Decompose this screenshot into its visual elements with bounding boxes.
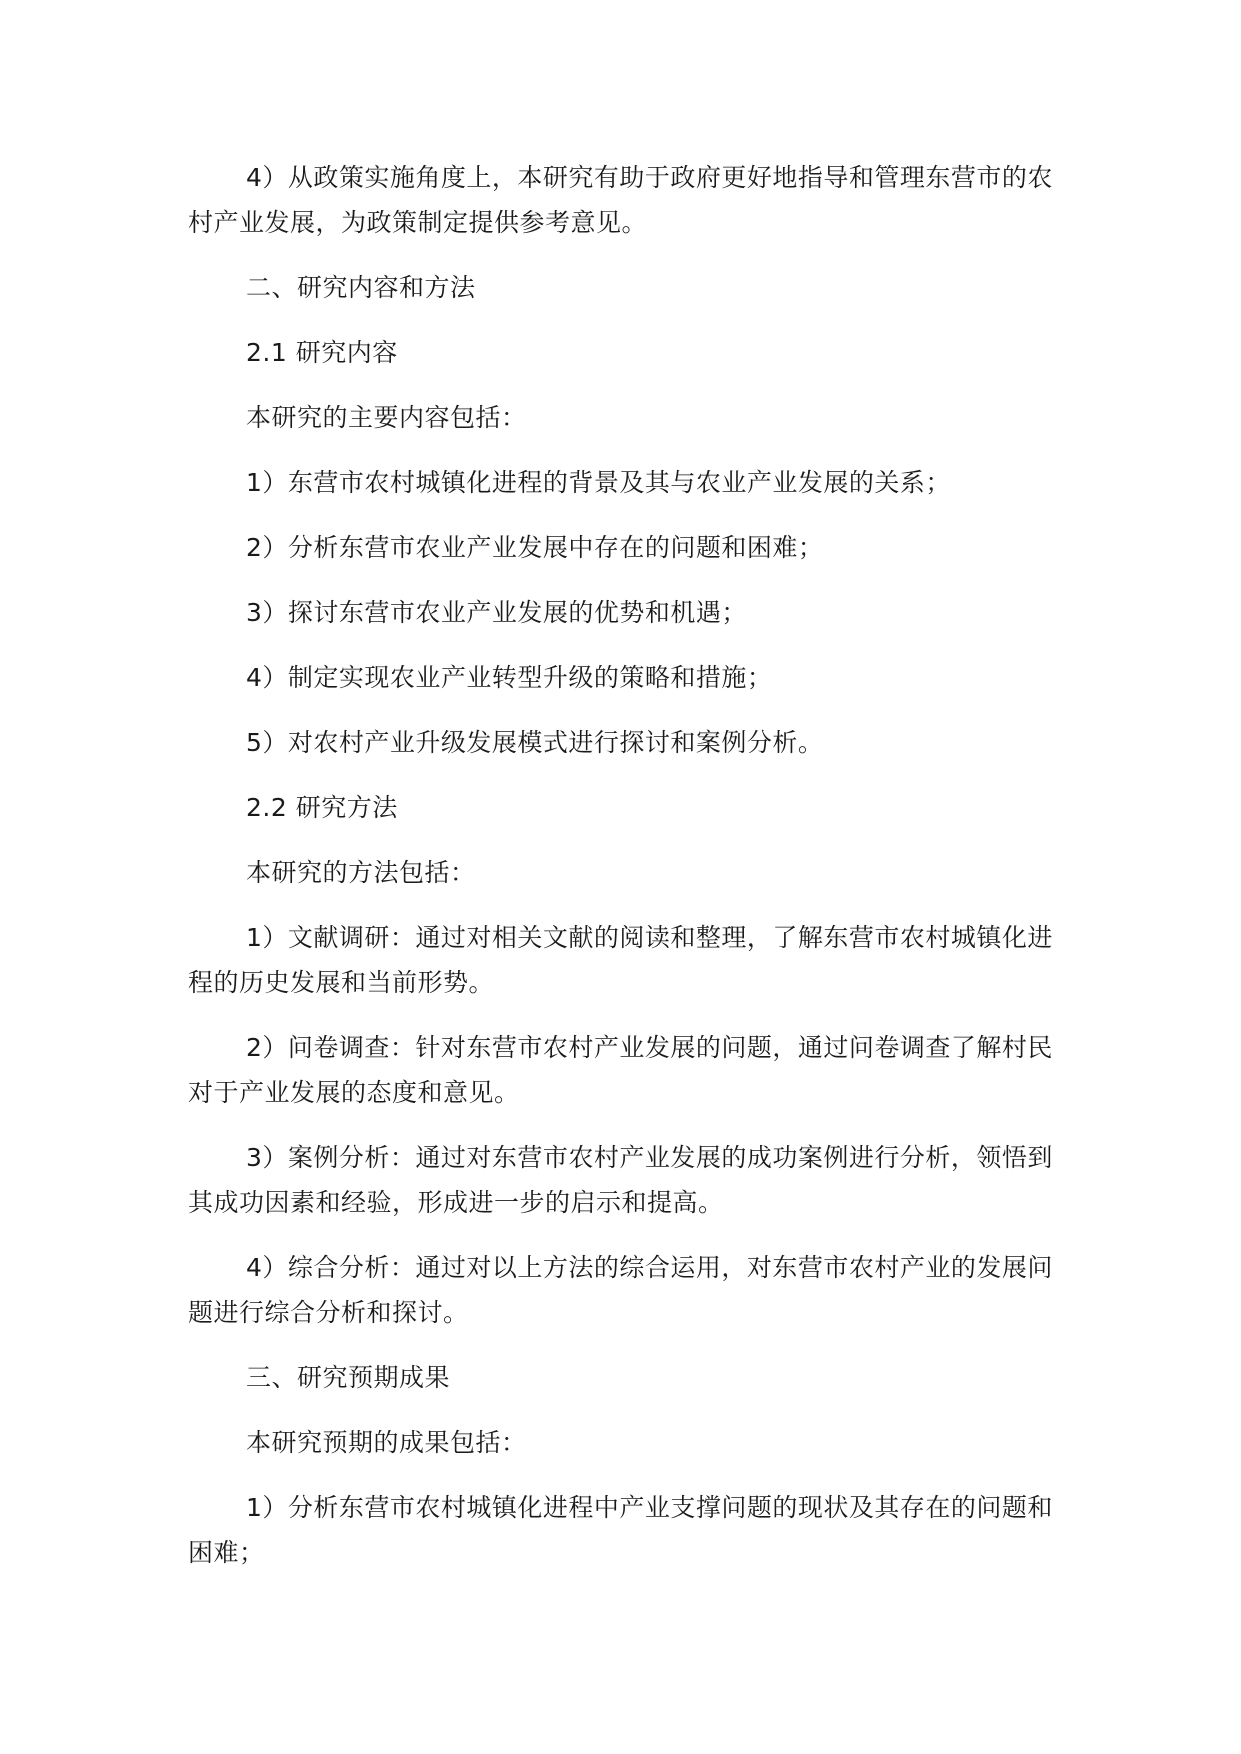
list-item-content-1: 1）东营市农村城镇化进程的背景及其与农业产业发展的关系； bbox=[246, 468, 951, 497]
section-heading-content-methods: 二、研究内容和方法 bbox=[246, 273, 476, 302]
paragraph-content-intro: 本研究的主要内容包括： bbox=[246, 403, 527, 432]
list-item-method-survey: 2）问卷调查：针对东营市农村产业发展的问题，通过问卷调查了解村民对于产业发展的态度和意见。 bbox=[188, 1033, 1053, 1107]
list-item-result-1: 1）分析东营市农村城镇化进程中产业支撑问题的现状及其存在的问题和困难； bbox=[188, 1493, 1053, 1567]
section-heading-expected-results: 三、研究预期成果 bbox=[246, 1363, 451, 1392]
paragraph-methods-intro: 本研究的方法包括： bbox=[246, 858, 476, 887]
subsection-heading-research-methods: 2.2 研究方法 bbox=[246, 793, 398, 822]
list-item-method-synthesis: 4）综合分析：通过对以上方法的综合运用，对东营市农村产业的发展问题进行综合分析和探讨。 bbox=[188, 1253, 1053, 1327]
list-item-method-literature: 1）文献调研：通过对相关文献的阅读和整理，了解东营市农村城镇化进程的历史发展和当前形势。 bbox=[188, 923, 1053, 997]
document-body bbox=[188, 155, 1054, 1595]
list-item-content-5: 5）对农村产业升级发展模式进行探讨和案例分析。 bbox=[246, 728, 824, 757]
paragraph-results-intro: 本研究预期的成果包括： bbox=[246, 1428, 527, 1457]
list-item-content-4: 4）制定实现农业产业转型升级的策略和措施； bbox=[246, 663, 773, 692]
subsection-heading-research-content: 2.1 研究内容 bbox=[246, 338, 398, 367]
paragraph-policy-significance: 4）从政策实施角度上，本研究有助于政府更好地指导和管理东营市的农村产业发展，为政策制定提供参考意见。 bbox=[188, 163, 1053, 237]
list-item-content-3: 3）探讨东营市农业产业发展的优势和机遇； bbox=[246, 598, 747, 627]
list-item-content-2: 2）分析东营市农业产业发展中存在的问题和困难； bbox=[246, 533, 824, 562]
list-item-method-case-study: 3）案例分析：通过对东营市农村产业发展的成功案例进行分析，领悟到其成功因素和经验，形成进一步的启示和提高。 bbox=[188, 1143, 1053, 1217]
